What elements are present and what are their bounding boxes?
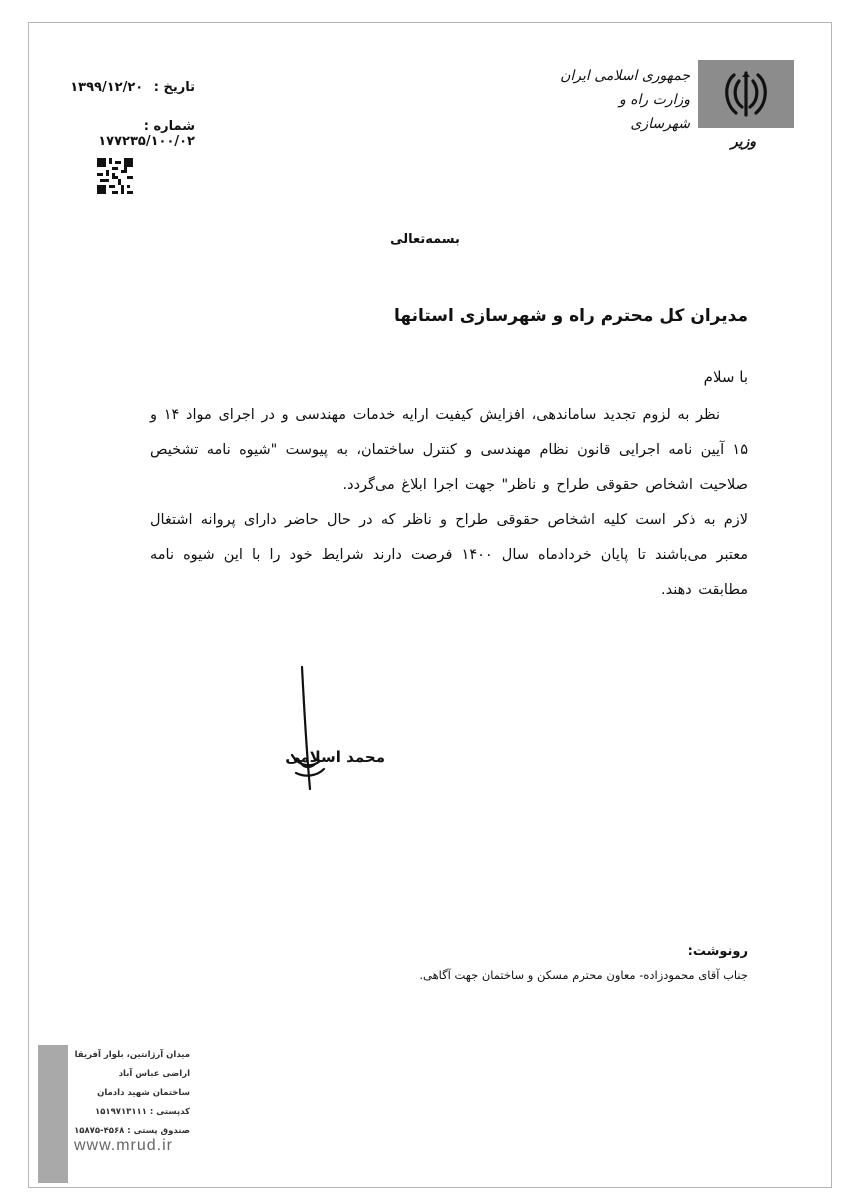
ministry-heading (560, 64, 690, 136)
iran-emblem-icon (720, 69, 772, 119)
website-link[interactable]: www.mrud.ir (74, 1137, 174, 1154)
paragraph-1: نظر به لزوم تجدید ساماندهی، افزایش کیفیت ارایه خدمات مهندسی و در اجرای مواد ۱۴ و ۱۵ آیین نامه اجرایی قانون نظام مهندسی و کنترل ساختمان، به پیوست "شیوه نامه تشخیص صلاحیت اشخاص حقوقی طراح و ناظر" جهت اجرا ابلاغ می‌گردد. (150, 407, 748, 493)
qr-code (97, 158, 133, 194)
ministry-name: وزارت راه و شهرسازی (619, 92, 690, 132)
number-row (40, 119, 195, 149)
postal-code: کدپستی : ۱۵۱۹۷۱۳۱۱۱ (95, 1107, 190, 1117)
country-name: جمهوری اسلامی ایران (560, 68, 690, 84)
date-value: ۱۳۹۹/۱۲/۲۰ (70, 80, 144, 95)
handwritten-signature (280, 665, 340, 795)
signatory-name: محمد اسلامی (285, 748, 385, 766)
address-line-3: ساختمان شهید دادمان (97, 1088, 190, 1098)
addressee: مدیران کل محترم راه و شهرسازی استانها (393, 306, 748, 326)
letter-body (150, 398, 748, 608)
office-title: وزیر (730, 134, 756, 150)
address-line-2: اراضی عباس آباد (118, 1069, 190, 1079)
number-value: ۱۷۷۲۳۵/۱۰۰/۰۲ (98, 134, 195, 149)
po-box: صندوق پستی : ۴۵۶۸-۱۵۸۷۵ (74, 1126, 190, 1136)
cc-recipient: جناب آقای محمودزاده- معاون محترم مسکن و ساختمان جهت آگاهی. (419, 968, 748, 982)
cc-title: رونوشت: (687, 944, 748, 959)
date-label: تاریخ : (153, 80, 195, 95)
footer-bar (38, 1045, 68, 1183)
basmala: بسمه‌تعالی (390, 232, 460, 247)
number-label: شماره : (143, 119, 195, 134)
date-row (40, 80, 195, 95)
address-line-1: میدان آرژانتین، بلوار آفریقا (74, 1050, 190, 1060)
emblem (698, 60, 794, 128)
greeting: با سلام (703, 368, 748, 386)
footer-address (70, 1046, 190, 1141)
paragraph-2: لازم به ذکر است کلیه اشخاص حقوقی طراح و ناظر که در حال حاضر دارای پروانه اشتغال معتبر می‌باشند تا پایان خردادماه سال ۱۴۰۰ فرصت دارند شرایط خود را با این شیوه نامه مطابقت دهند. (150, 512, 748, 598)
